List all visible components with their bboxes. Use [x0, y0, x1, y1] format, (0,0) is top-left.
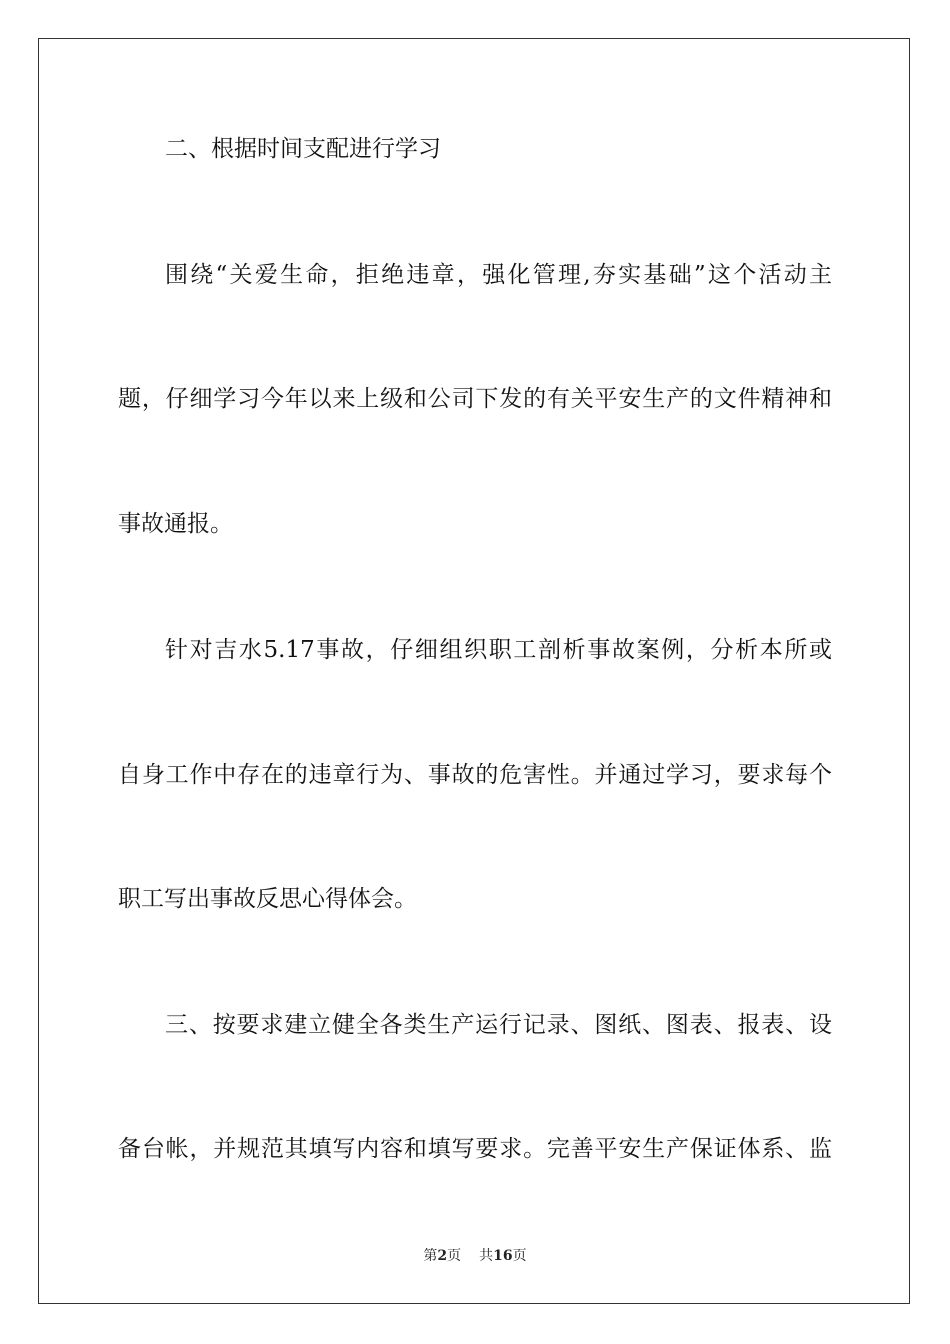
page-suffix: 页	[447, 1248, 462, 1264]
paragraph-line: 自身工作中存在的违章行为、事故的危害性。并通过学习，要求每个	[118, 762, 832, 788]
paragraph-line: 备台帐，并规范其填写内容和填写要求。完善平安生产保证体系、监	[118, 1136, 832, 1162]
paragraph-line: 题，仔细学习今年以来上级和公司下发的有关平安生产的文件精神和	[118, 386, 832, 412]
section-heading-3: 三、按要求建立健全各类生产运行记录、图纸、图表、报表、设	[165, 1012, 832, 1038]
paragraph-line: 围绕“关爱生命，拒绝违章，强化管理,夯实基础”这个活动主	[165, 262, 832, 288]
paragraph-line: 职工写出事故反思心得体会。	[118, 886, 417, 912]
total-prefix: 共	[479, 1248, 494, 1264]
paragraph-line: 针对吉水5.17事故，仔细组织职工剖析事故案例，分析本所或	[165, 637, 832, 663]
paragraph-line: 事故通报。	[118, 511, 233, 537]
page-number: 2	[437, 1248, 448, 1264]
page-border	[38, 38, 910, 1304]
total-pages: 16	[493, 1248, 513, 1264]
page-prefix: 第	[423, 1248, 438, 1264]
page-footer	[0, 1246, 950, 1266]
total-suffix: 页	[512, 1248, 527, 1264]
section-heading-2: 二、根据时间支配进行学习	[165, 136, 441, 162]
